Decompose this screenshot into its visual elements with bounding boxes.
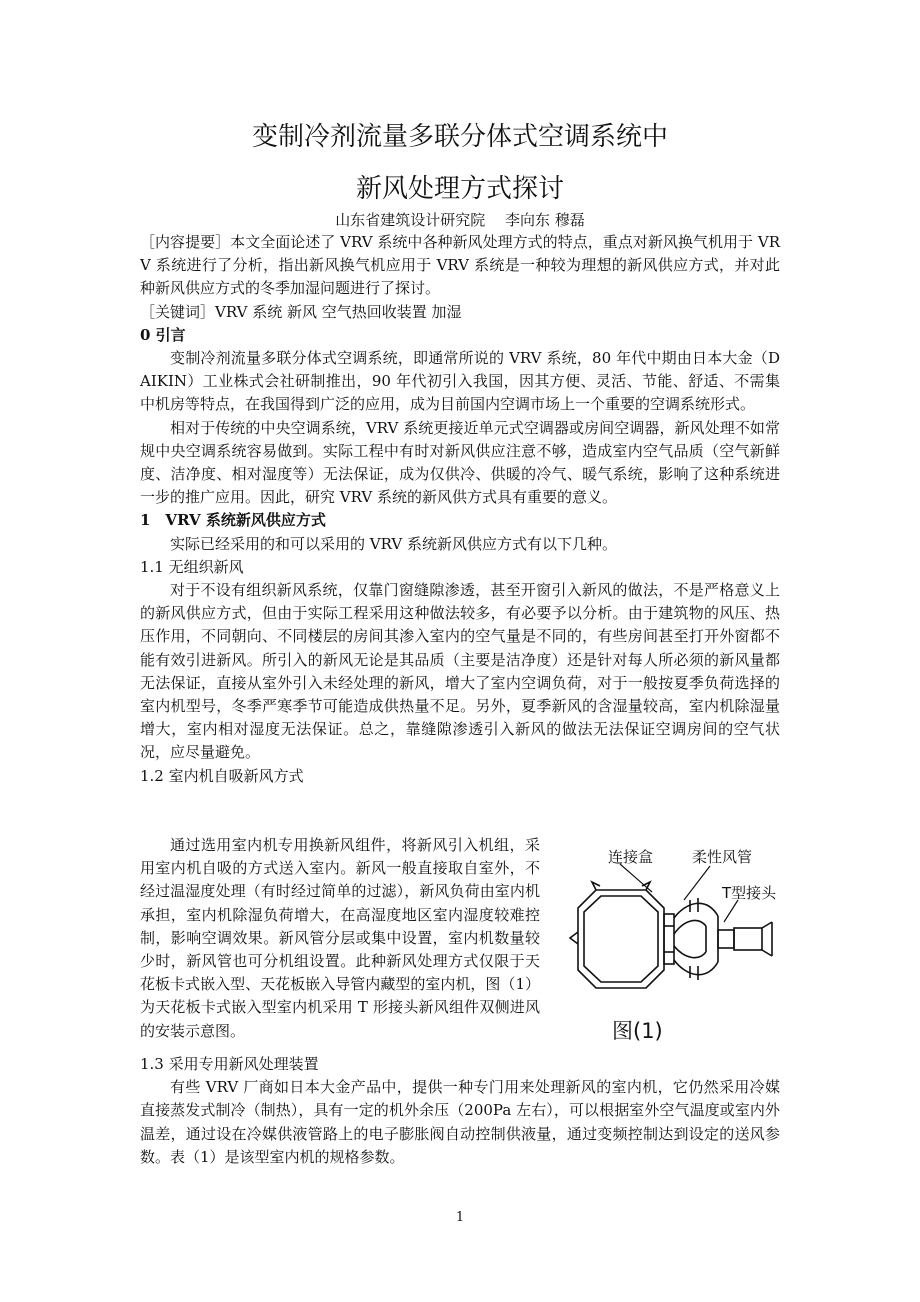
paper-title-line-2: 新风处理方式探讨 (355, 174, 564, 204)
connection-box (664, 914, 674, 964)
label-t-joint: T型接头 (722, 884, 777, 902)
figure-caption: 图(1) (612, 1019, 663, 1043)
paper-title-line-1: 变制冷剂流量多联分体式空调系统中 (251, 122, 668, 152)
keywords: ［关键词］VRV 系统 新风 空气热回收装置 加湿 (140, 302, 462, 321)
abstract-block (140, 231, 780, 788)
section-1-2-paragraph: 通过选用室内机专用换新风组件，将新风引入机组，采用室内机自吸的方式送入室内。新风一般直接取自室外，不经过温湿度处理（有时经过简单的过滤），新风负荷由室内机承担，室内机除湿负荷增大，在高湿度地区室内湿度较难控制，影响空调效果。新风管分层或集中设置，室内机数量较少时，新风管也可分机组设置。此种新风处理方式仅限于天花板卡式嵌入型、天花板嵌入导管内藏型的室内机，图（1）为天花板卡式嵌入型室内机采用 T 形接头新风组件双侧进风的安装示意图。 (140, 836, 540, 1040)
section-1-intro: 实际已经采用的和可以采用的 VRV 系统新风供应方式有以下几种。 (170, 534, 617, 553)
section-0-heading: 0 引言 (140, 325, 186, 344)
section-0-paragraph-2: 相对于传统的中央空调系统，VRV 系统更接近单元式空调器或房间空调器，新风处理不如常规中央空调系统容易做到。实际工程中有时对新风供应注意不够，造成室内空气品质（空气新鲜度、洁净度、相对湿度等）无法保证，成为仅供冷、供暖的冷气、暖气系统，影响了这种系统进一步的推广应用。因此，研究 VRV 系统的新风供方式具有重要的意义。 (140, 418, 780, 507)
section-1-2-heading: 1.2 室内机自吸新风方式 (140, 766, 304, 785)
section-1-3-heading: 1.3 采用专用新风处理装置 (140, 1055, 319, 1073)
authors: 山东省建筑设计研究院 李向东 穆磊 (335, 211, 585, 229)
figure-1 (560, 842, 785, 1052)
section-1-2-text-block (140, 834, 540, 1043)
t-joint (706, 916, 772, 962)
section-1-3-paragraph: 有些 VRV 厂商如日本大金产品中，提供一种专门用来处理新风的室内机，它仍然采用冷媒直接蒸发式制冷（制热），具有一定的机外余压（200Pa 左右），可以根据室外空气温度或室内外温差，通过设在冷媒供液管路上的电子膨胀阀自动控制供液量，通过变频控制达到设定的送风参数。表（1）是该型室内机的规格参数。 (140, 1078, 780, 1166)
label-flexible-duct: 柔性风管 (692, 848, 753, 866)
section-1-1-paragraph: 对于不设有组织新风系统，仅靠门窗缝隙渗透，甚至开窗引入新风的做法，不是严格意义上的新风供应方式，但由于实际工程采用这种做法较多，有必要予以分析。由于建筑物的风压、热压作用，不同朝向、不同楼层的房间其渗入室内的空气量是不同的，有些房间甚至打开外窗都不能有效引进新风。所引入的新风无论是其品质（主要是洁净度）还是针对每人所必须的新风量都无法保证，直接从室外引入未经处理的新风，增大了室内空调负荷，对于一般按夏季负荷选择的室内机型号，冬季严寒季节可能造成供热量不足。另外，夏季新风的含湿量较高，室内机除湿量增大，室内相对湿度无法保证。总之，靠缝隙渗透引入新风的做法无法保证空调房间的空气状况，应尽量避免。 (140, 581, 780, 762)
indoor-unit-outline (570, 882, 664, 988)
figure-1-drawing (560, 842, 785, 1052)
section-1-1-heading: 1.1 无组织新风 (140, 557, 244, 576)
flexible-duct (674, 898, 718, 980)
abstract: ［内容提要］本文全面论述了 VRV 系统中各种新风处理方式的特点，重点对新风换气机用于 VRV 系统进行了分析，指出新风换气机应用于 VRV 系统是一种较为理想的新风供应方式，并对此种新风供应方式的冬季加湿问题进行了探讨。 (140, 233, 780, 298)
section-0-paragraph-1: 变制冷剂流量多联分体式空调系统，即通常所说的 VRV 系统，80 年代中期由日本大金（DAIKIN）工业株式会社研制推出，90 年代初引入我国，因其方便、灵活、节能、舒适、不需集中机房等特点，在我国得到广泛的应用，成为目前国内空调市场上一个重要的空调系统形式。 (140, 349, 780, 414)
label-connection-box: 连接盒 (608, 848, 654, 866)
page-number: 1 (455, 1210, 465, 1225)
section-1-3-block (140, 1053, 780, 1169)
section-1-heading: 1 VRV 系统新风供应方式 (140, 511, 326, 530)
